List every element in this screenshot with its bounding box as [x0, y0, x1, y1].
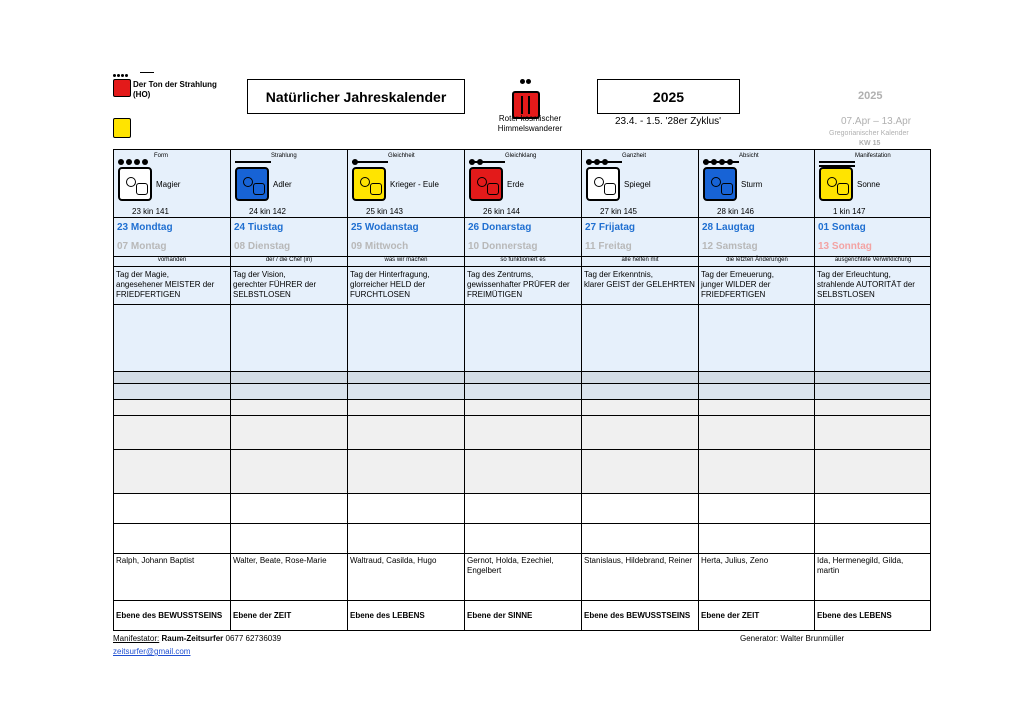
day-column — [581, 149, 698, 631]
day-description-line: FREIMÜTIGEN — [467, 290, 523, 299]
name-days — [116, 556, 228, 566]
kin-number: 26 kin 144 — [483, 207, 520, 216]
manifestator-label: Manifestator: — [113, 634, 160, 643]
tone-symbol-icon — [235, 152, 271, 163]
manifestator-name: Raum-Zeitsurfer — [161, 634, 224, 643]
seal-name: Adler — [273, 180, 292, 189]
seal-name: Sonne — [857, 180, 881, 189]
level-label: Ebene der ZEIT — [701, 611, 760, 620]
name-day-line: Ida, Hermenegild, Gilda, — [817, 556, 904, 565]
gregorian-date: 13 Sonntag — [818, 241, 872, 252]
level-label: Ebene der SINNE — [467, 611, 533, 620]
adler-glyph-icon — [235, 167, 269, 201]
kin-number: 24 kin 142 — [249, 207, 286, 216]
day-description-line: gewissenhafter PRÜFER der — [467, 280, 570, 289]
spiegel-glyph-icon — [586, 167, 620, 201]
krieger-glyph-icon — [352, 167, 386, 201]
tone-name: Strahlung — [271, 153, 297, 159]
tone-description: was wir machen — [384, 257, 428, 263]
tone-name: Absicht — [739, 153, 759, 159]
day-description — [817, 270, 929, 300]
name-days — [350, 556, 462, 566]
tone-description: alle helfen mit — [621, 257, 659, 263]
day-description-line: SELBSTLOSEN — [817, 290, 875, 299]
tone-description: so funktioniert es — [500, 257, 546, 263]
name-day-line: Stanislaus, Hildebrand, Reiner — [584, 556, 693, 565]
name-day-line: Waltraud, Casilda, Hugo — [350, 556, 437, 565]
cosmic-wanderer-label: Roter kosmischer Himmelswanderer — [497, 114, 563, 133]
day-description — [116, 270, 228, 300]
kw-label: KW 15 — [859, 140, 881, 147]
day-description — [233, 270, 345, 300]
day-column — [230, 149, 347, 631]
tone-symbol-icon — [118, 152, 150, 159]
tone-symbol-icon — [703, 152, 739, 163]
tone-name: Gleichklang — [505, 153, 537, 159]
gregorian-date: 12 Samstag — [702, 241, 758, 252]
level-label: Ebene des LEBENS — [350, 611, 425, 620]
natural-date: 23 Mondtag — [117, 222, 173, 233]
tone-symbol-icon — [469, 152, 505, 163]
day-description-line: FRIEDFERTIGEN — [116, 290, 181, 299]
email-link[interactable]: zeitsurfer@gmail.com — [113, 647, 191, 656]
level-label: Ebene des BEWUSSTSEINS — [584, 611, 691, 620]
name-days — [233, 556, 345, 566]
tone-description: der / die Chef (in) — [265, 257, 313, 263]
kin-number: 23 kin 141 — [132, 207, 169, 216]
tone-name: Ganzheit — [622, 153, 647, 159]
kin-number: 28 kin 146 — [717, 207, 754, 216]
greg-year: 2025 — [858, 90, 883, 102]
name-day-line: Ralph, Johann Baptist — [116, 556, 195, 565]
natural-date: 25 Wodanstag — [351, 222, 419, 233]
day-description-line: Tag der Erkenntnis, — [584, 270, 653, 279]
tone-description: vorhanden — [157, 257, 187, 263]
tone-indicator — [113, 71, 131, 97]
day-description-line: SELBSTLOSEN — [233, 290, 291, 299]
year-box: 2025 — [597, 79, 740, 114]
day-description-line: gerechter FÜHRER der — [233, 280, 317, 289]
name-day-line: Herta, Julius, Zeno — [701, 556, 769, 565]
sonne-glyph-icon — [819, 167, 853, 201]
day-description-line: junger WILDER der — [701, 280, 771, 289]
name-days — [584, 556, 696, 566]
tone-red-glyph-icon — [113, 79, 131, 97]
kin-number: 1 kin 147 — [833, 207, 866, 216]
name-days — [817, 556, 929, 576]
day-description — [701, 270, 813, 300]
level-label: Ebene des BEWUSSTSEINS — [116, 611, 223, 620]
day-description — [350, 270, 462, 300]
gregorian-date: 09 Mittwoch — [351, 241, 409, 252]
greg-range: 07.Apr – 13.Apr — [841, 116, 912, 127]
tone-name: Manifestation — [855, 153, 891, 159]
level-label: Ebene der ZEIT — [233, 611, 292, 620]
cycle-text: 23.4. - 1.5. '28er Zyklus' — [615, 116, 722, 127]
natural-date: 26 Donarstag — [468, 222, 532, 233]
sturm-glyph-icon — [703, 167, 737, 201]
gregorian-date: 10 Donnerstag — [468, 241, 538, 252]
gregorian-date: 08 Dienstag — [234, 241, 291, 252]
tone-name: Gleichheit — [388, 153, 415, 159]
day-description-line: klarer GEIST der GELEHRTEN — [584, 280, 695, 289]
tone-symbol-icon — [819, 152, 855, 167]
natural-date: 24 Tiustag — [234, 222, 284, 233]
seal-name: Sturm — [741, 180, 763, 189]
day-description-line: Tag des Zentrums, — [467, 270, 534, 279]
day-column — [464, 149, 581, 631]
day-column — [113, 149, 230, 631]
natural-date: 01 Sontag — [818, 222, 866, 233]
erde-glyph-icon — [469, 167, 503, 201]
day-column — [698, 149, 815, 631]
day-description-line: Tag der Erneuerung, — [701, 270, 774, 279]
name-day-line: Gernot, Holda, Ezechiel, — [467, 556, 554, 565]
natural-date: 27 Frijatag — [585, 222, 636, 233]
tone-description: ausgerichtete Verwirklichung — [834, 257, 912, 263]
day-description-line: strahlende AUTORITÄT der — [817, 280, 915, 289]
day-description-line: Tag der Vision, — [233, 270, 286, 279]
name-day-line: martin — [817, 566, 840, 575]
name-days — [701, 556, 813, 566]
manifestator-line — [113, 634, 281, 643]
kin-number: 25 kin 143 — [366, 207, 403, 216]
day-description — [467, 270, 579, 300]
day-column — [814, 149, 931, 631]
day-description-line: Tag der Hinterfragung, — [350, 270, 430, 279]
gregorian-date: 11 Freitag — [585, 241, 632, 252]
level-label: Ebene des LEBENS — [817, 611, 892, 620]
tone-name: Form — [154, 153, 168, 159]
tone-symbol-icon — [586, 152, 622, 163]
wavespell-indicator — [512, 71, 540, 119]
day-description — [584, 270, 696, 290]
tone-description: die letzten Änderungen — [726, 257, 788, 263]
seal-name: Spiegel — [624, 180, 651, 189]
day-description-line: Tag der Erleuchtung, — [817, 270, 891, 279]
tone-symbol-icon — [352, 152, 388, 163]
natural-date: 28 Laugtag — [702, 222, 755, 233]
week-table — [113, 149, 931, 631]
gregorian-date: 07 Montag — [117, 241, 167, 252]
day-description-line: angesehener MEISTER der — [116, 280, 215, 289]
seal-name: Erde — [507, 180, 524, 189]
seal-name: Krieger - Eule — [390, 180, 439, 189]
day-description-line: FURCHTLOSEN — [350, 290, 411, 299]
greg-label: Gregorianischer Kalender — [829, 130, 909, 137]
day-column — [347, 149, 464, 631]
seal-name: Magier — [156, 180, 181, 189]
day-description-line: FRIEDFERTIGEN — [701, 290, 766, 299]
small-yellow-glyph-icon — [113, 118, 131, 138]
generator-label: Generator: Walter Brunmüller — [740, 634, 845, 643]
day-description-line: Tag der Magie, — [116, 270, 169, 279]
magier-glyph-icon — [118, 167, 152, 201]
name-day-line: Walter, Beate, Rose-Marie — [233, 556, 327, 565]
day-description-line: glorreicher HELD der — [350, 280, 426, 289]
name-day-line: Engelbert — [467, 566, 502, 575]
manifestator-phone: 0677 62736039 — [225, 634, 282, 643]
kin-number: 27 kin 145 — [600, 207, 637, 216]
tone-label: Der Ton der Strahlung (HO) — [133, 80, 217, 99]
page-title: Natürlicher Jahreskalender — [247, 79, 465, 114]
name-days — [467, 556, 579, 576]
